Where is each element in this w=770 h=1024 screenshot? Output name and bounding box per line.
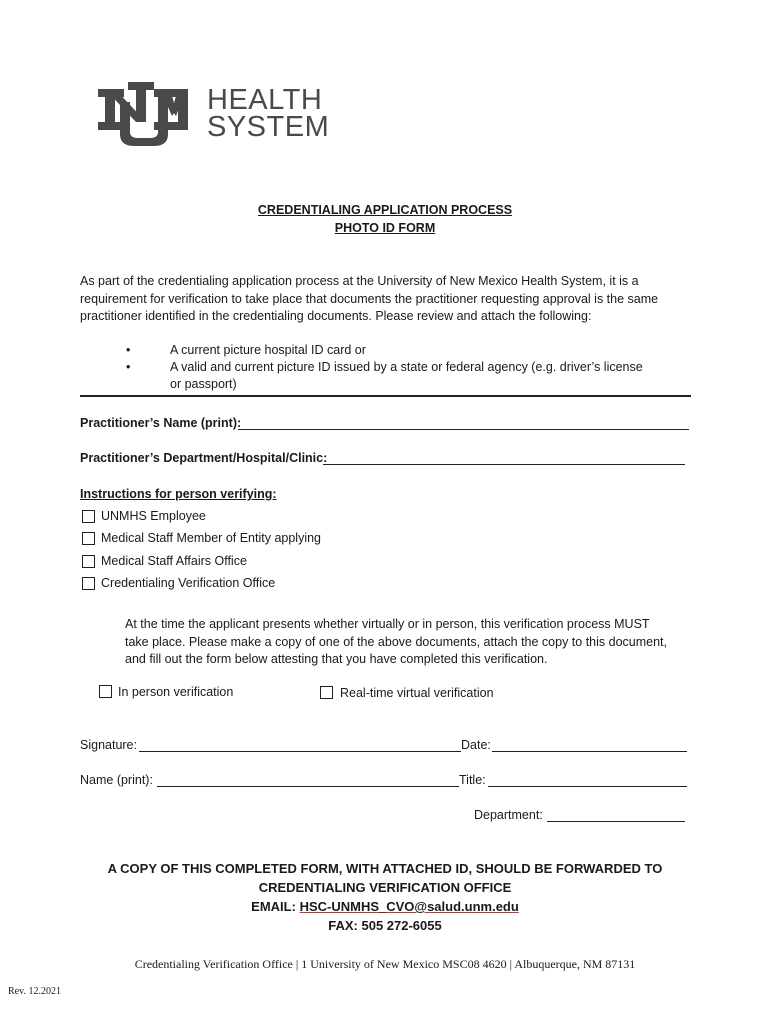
bullet-marker: •: [126, 343, 131, 357]
date-field[interactable]: [492, 751, 687, 752]
revision-note: Rev. 12.2021: [8, 986, 61, 997]
department-label: Department:: [474, 808, 543, 822]
checkbox-medical-staff-member[interactable]: [82, 532, 95, 545]
checkbox-in-person[interactable]: [99, 685, 112, 698]
title-field[interactable]: [488, 786, 687, 787]
department-field[interactable]: [547, 821, 685, 822]
name-print-label: Name (print):: [80, 773, 153, 787]
logo-line2: SYSTEM: [207, 111, 330, 143]
title-label: Title:: [459, 773, 486, 787]
checkbox-unmhs-employee[interactable]: [82, 510, 95, 523]
notice-line: take place. Please make a copy of one of the above documents, attach the copy to this document,: [125, 634, 667, 649]
practitioner-name-field[interactable]: [238, 429, 689, 430]
checkbox-credentialing-verification[interactable]: [82, 577, 95, 590]
bullet-item: [0, 342, 770, 360]
logo-line1: HEALTH: [207, 84, 323, 116]
notice-line: and fill out the form below attesting that you have completed this verification.: [125, 652, 548, 666]
bullet-text: A current picture hospital ID card or: [170, 343, 366, 357]
signature-label: Signature:: [80, 738, 137, 752]
checkbox-medical-staff-affairs[interactable]: [82, 555, 95, 568]
closing-fax: FAX: 505 272-6055: [328, 918, 442, 933]
closing-email: [0, 897, 770, 916]
intro-line: practitioner identified in the credentialing documents. Please review and attach the following:: [80, 309, 592, 323]
closing-line: A COPY OF THIS COMPLETED FORM, WITH ATTACHED ID, SHOULD BE FORWARDED TO: [107, 861, 663, 876]
intro-line: requirement for verification to take place that documents the practitioner requesting approval is the same: [80, 291, 659, 306]
bullet-text-continued: or passport): [170, 377, 237, 391]
date-label: Date:: [461, 738, 491, 752]
bullet-marker: •: [126, 360, 131, 374]
bullet-text: A valid and current picture ID issued by a state or federal agency (e.g. driver’s license: [170, 360, 643, 374]
intro-line: As part of the credentialing application process at the University of New Mexico Health System, it is a: [80, 274, 639, 288]
practitioner-dept-field[interactable]: [323, 464, 685, 465]
virtual-label: Real-time virtual verification: [340, 686, 494, 700]
form-subtitle: PHOTO ID FORM: [334, 221, 436, 235]
instructions-heading: Instructions for person verifying:: [80, 487, 277, 501]
checkbox-virtual[interactable]: [320, 686, 333, 699]
notice-line: At the time the applicant presents whether virtually or in person, this verification process MUST: [125, 617, 650, 631]
name-print-field[interactable]: [157, 786, 459, 787]
checkbox-label: Credentialing Verification Office: [101, 576, 276, 590]
section-divider: [80, 395, 691, 397]
signature-field[interactable]: [139, 751, 461, 752]
in-person-label: In person verification: [118, 685, 234, 699]
logo-wordmark: [207, 84, 330, 143]
intro-paragraph: [80, 273, 700, 326]
footer-address: Credentialing Verification Office | 1 University of New Mexico MSC08 4620 | Albuquerque, NM 87131: [134, 957, 636, 971]
email-label: EMAIL:: [251, 899, 300, 914]
form-title: CREDENTIALING APPLICATION PROCESS: [257, 203, 513, 217]
checkbox-label: Medical Staff Member of Entity applying: [101, 531, 322, 545]
closing-line: CREDENTIALING VERIFICATION OFFICE: [258, 880, 512, 895]
bullet-item: [0, 359, 770, 395]
email-link[interactable]: HSC-UNMHS_CVO@salud.unm.edu: [299, 899, 519, 914]
checkbox-label: UNMHS Employee: [101, 509, 206, 523]
verification-notice: [125, 616, 705, 669]
checkbox-label: Medical Staff Affairs Office: [101, 554, 247, 568]
practitioner-dept-label: Practitioner’s Department/Hospital/Clinic:: [80, 451, 328, 465]
practitioner-name-label: Practitioner’s Name (print):: [80, 416, 242, 430]
